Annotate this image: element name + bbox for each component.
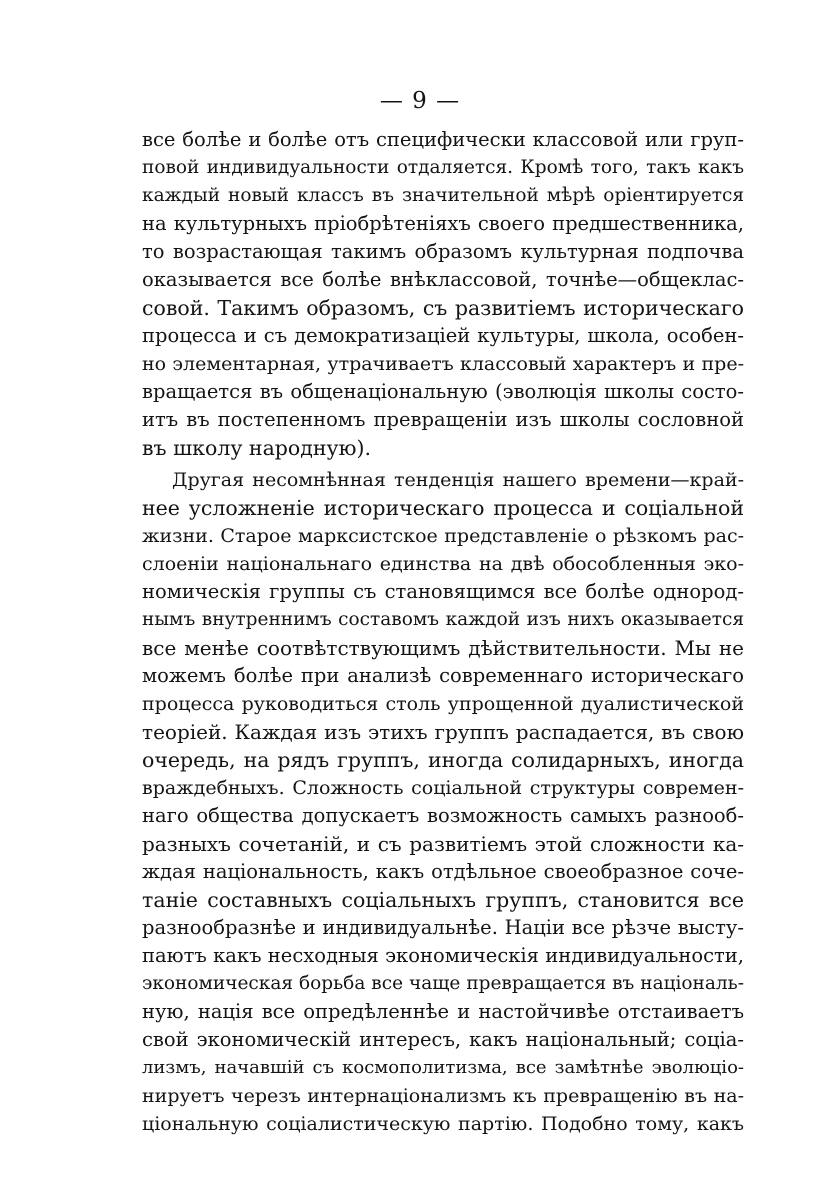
text-line: на культурныхъ пріобрѣтеніяхъ своего предшественника, xyxy=(142,212,744,235)
text-line: повой индивидуальности отдаляется. Кромѣ того, такъ какъ xyxy=(142,157,744,178)
text-line: очередь, на рядъ группъ, иногда солидарныхъ, иногда xyxy=(142,748,744,772)
text-line: то возрастающая такимъ образомъ культурная подпочва xyxy=(142,240,744,263)
text-line: враждебныхъ. Сложность соціальной структуры современ- xyxy=(142,777,744,799)
text-line: нируетъ черезъ интернаціонализмъ къ превращенію въ на- xyxy=(142,1085,744,1107)
text-line: совой. Такимъ образомъ, съ развитіемъ историческаго xyxy=(142,296,744,320)
text-line: Другая несомнѣнная тенденція нашего времени—край- xyxy=(172,469,744,491)
paragraph-1 xyxy=(142,126,744,462)
text-line: наго общества допускаетъ возможность самыхъ разнооб- xyxy=(142,804,744,827)
text-line: ждая національность, какъ отдѣльное своеобразное соче- xyxy=(142,860,744,883)
text-line: можемъ болѣе при анализѣ современнаго историческаго xyxy=(142,664,744,687)
page-number: — 9 — xyxy=(379,88,461,114)
text-line: разныхъ сочетаній, и съ развитіемъ этой сложности ка- xyxy=(142,832,744,856)
text-line: свой экономическій интересъ, какъ національный; соціа- xyxy=(142,1028,744,1051)
text-line: итъ въ постепенномъ превращеніи изъ школы сословной xyxy=(142,408,744,431)
text-line: слоеніи національнаго единства на двѣ обособленныя эко- xyxy=(142,553,744,575)
body-text xyxy=(142,126,744,1138)
text-line: нее усложненіе историческаго процесса и соціальной xyxy=(142,496,744,520)
text-line: въ школу народную). xyxy=(142,436,371,460)
text-line: но элементарная, утрачиваетъ классовый характеръ и пре- xyxy=(142,353,744,375)
text-line: процесса и съ демократизаціей культуры, школа, особен- xyxy=(142,324,744,347)
text-line: лизмъ, начавшій съ космополитизма, все замѣтнѣе эволюціо- xyxy=(142,1057,744,1078)
text-line: ціональную соціалистическую партію. Подобно тому, какъ xyxy=(142,1113,744,1135)
text-line: все менѣе соотвѣтствующимъ дѣйствительности. Мы не xyxy=(142,636,744,660)
text-line: разнообразнѣе и индивидуальнѣе. Націи все рѣзче высту- xyxy=(142,916,744,939)
text-line: номическія группы съ становящимся все болѣе однород- xyxy=(142,580,744,603)
text-line: все болѣе и болѣе отъ специфически классовой или груп- xyxy=(142,128,744,151)
text-line: оказывается все болѣе внѣклассовой, точнѣе—общеклас- xyxy=(142,268,744,291)
paragraph-2 xyxy=(142,466,744,1138)
text-line: теоріей. Каждая изъ этихъ группъ распадается, въ свою xyxy=(142,720,744,744)
text-line: таніе составныхъ соціальныхъ группъ, становится все xyxy=(142,888,744,912)
text-line: вращается въ общенаціональную (эволюція школы состо- xyxy=(142,380,744,403)
text-line: каждый новый классъ въ значительной мѣрѣ оріентируется xyxy=(142,185,744,206)
text-line: нымъ внутреннимъ составомъ каждой изъ нихъ оказывается xyxy=(142,609,744,630)
text-line: паютъ какъ несходныя экономическія индивидуальности, xyxy=(142,944,744,967)
text-line: процесса руководиться столь упрощенной дуалистической xyxy=(142,693,744,715)
text-line: ную, нація все опредѣленнѣе и настойчивѣе отстаиваетъ xyxy=(142,1000,744,1023)
text-line: экономическая борьба все чаще превращается въ національ- xyxy=(142,973,744,994)
text-line: жизни. Старое марксистское представленіе о рѣзкомъ рас- xyxy=(142,525,744,547)
